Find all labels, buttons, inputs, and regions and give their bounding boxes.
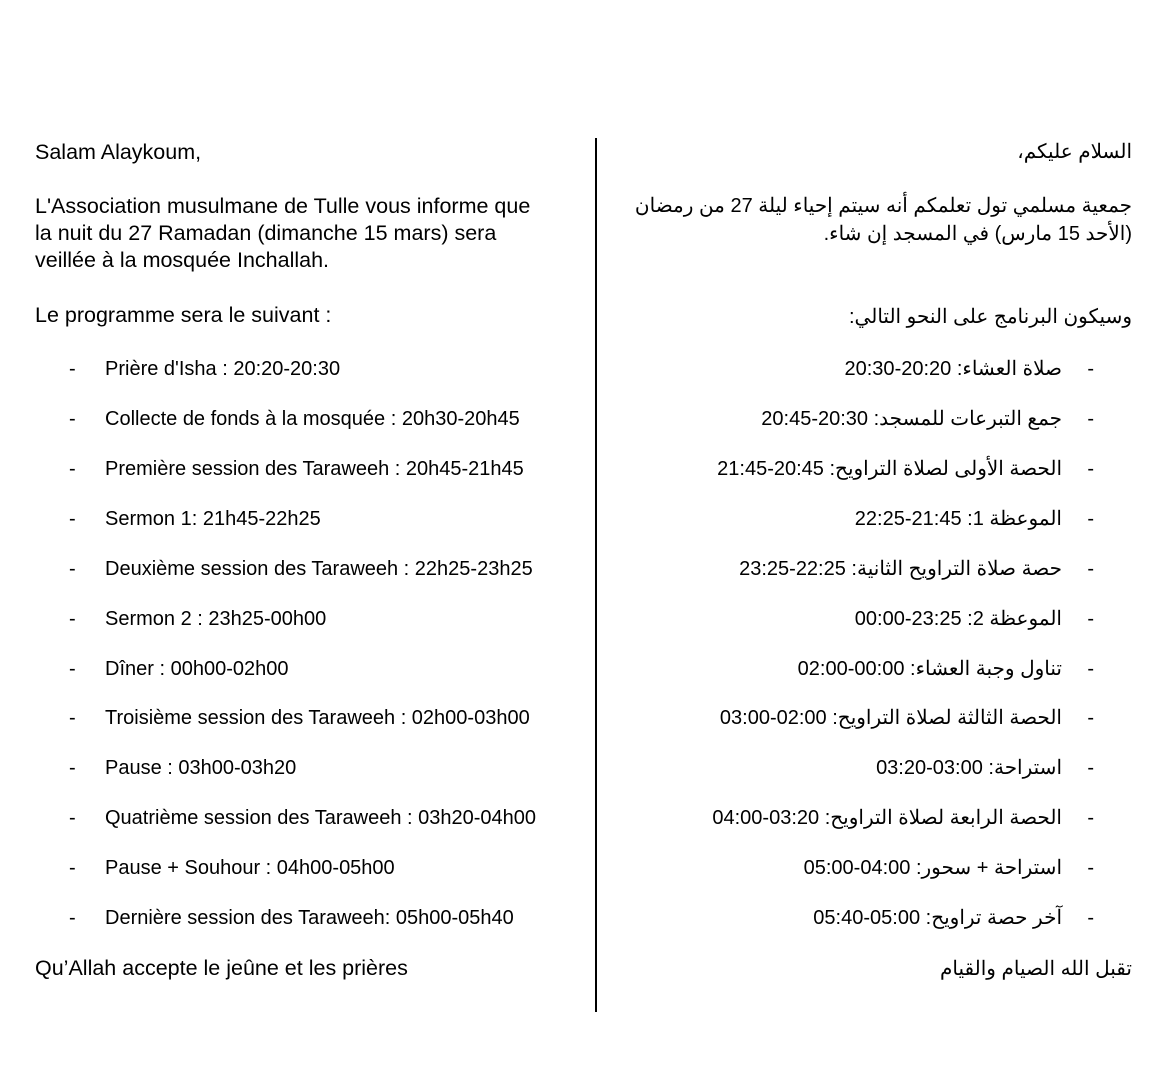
arabic-greeting: السلام عليكم، <box>1017 141 1132 163</box>
arabic-schedule-text: تناول وجبة العشاء: 00:00-02:00 <box>797 658 1062 680</box>
list-dash: - <box>1087 508 1094 530</box>
list-dash: - <box>1087 458 1094 480</box>
french-schedule-item <box>0 803 596 833</box>
arabic-schedule-item <box>598 703 1168 733</box>
french-schedule-text: Sermon 1: 21h45-22h25 <box>105 508 321 530</box>
french-greeting: Salam Alaykoum, <box>35 140 202 164</box>
list-dash: - <box>69 857 76 879</box>
french-schedule-text: Dernière session des Taraweeh: 05h00-05h40 <box>105 907 514 929</box>
french-schedule-item <box>0 354 596 384</box>
arabic-closing: تقبل الله الصيام والقيام <box>940 958 1132 980</box>
list-dash: - <box>69 707 76 729</box>
french-schedule-item <box>0 404 596 434</box>
list-dash: - <box>69 358 76 380</box>
arabic-schedule-item <box>598 604 1168 634</box>
french-schedule-text: Quatrième session des Taraweeh : 03h20-04h00 <box>105 807 537 829</box>
french-schedule-text: Deuxième session des Taraweeh : 22h25-23h25 <box>105 558 533 580</box>
french-schedule-item <box>0 454 596 484</box>
arabic-schedule-item <box>598 853 1168 883</box>
list-dash: - <box>1087 757 1094 779</box>
french-schedule-item <box>0 703 596 733</box>
french-schedule-item <box>0 604 596 634</box>
arabic-schedule-text: جمع التبرعات للمسجد: 20:30-20:45 <box>761 408 1062 430</box>
french-schedule-text: Première session des Taraweeh : 20h45-21h45 <box>105 458 524 480</box>
french-closing: Qu’Allah accepte le jeûne et les prières <box>35 956 408 980</box>
arabic-intro: جمعية مسلمي تول تعلمكم أنه سيتم إحياء ليلة 27 من رمضان (الأحد 15 مارس) في المسجد إن شاء. <box>634 195 1132 245</box>
list-dash: - <box>1087 408 1094 430</box>
french-schedule-text: Collecte de fonds à la mosquée : 20h30-20h45 <box>105 408 520 430</box>
french-schedule-item <box>0 504 596 534</box>
arabic-schedule-item <box>598 753 1168 783</box>
arabic-schedule-text: الحصة الثالثة لصلاة التراويح: 02:00-03:00 <box>719 707 1062 729</box>
arabic-schedule-item <box>598 404 1168 434</box>
list-dash: - <box>1087 707 1094 729</box>
list-dash: - <box>69 458 76 480</box>
list-dash: - <box>69 757 76 779</box>
french-schedule-text: Pause : 03h00-03h20 <box>105 757 297 779</box>
arabic-schedule-item <box>598 454 1168 484</box>
list-dash: - <box>1087 358 1094 380</box>
french-schedule-text: Troisième session des Taraweeh : 02h00-03h00 <box>105 707 530 729</box>
arabic-column <box>598 0 1168 1080</box>
arabic-schedule-text: الحصة الأولى لصلاة التراويح: 20:45-21:45 <box>717 458 1062 480</box>
arabic-schedule-text: الحصة الرابعة لصلاة التراويح: 03:20-04:00 <box>712 807 1062 829</box>
list-dash: - <box>1087 658 1094 680</box>
french-schedule-item <box>0 654 596 684</box>
arabic-schedule-text: صلاة العشاء: 20:20-20:30 <box>844 358 1062 380</box>
french-program-intro: Le programme sera le suivant : <box>35 303 332 327</box>
list-dash: - <box>69 907 76 929</box>
column-divider <box>595 138 597 1012</box>
arabic-schedule-text: حصة صلاة التراويح الثانية: 22:25-23:25 <box>739 558 1062 580</box>
arabic-schedule-item <box>598 654 1168 684</box>
list-dash: - <box>1087 907 1094 929</box>
french-schedule-item <box>0 753 596 783</box>
arabic-schedule-item <box>598 903 1168 933</box>
list-dash: - <box>1087 608 1094 630</box>
list-dash: - <box>69 658 76 680</box>
arabic-schedule-text: استراحة + سحور: 04:00-05:00 <box>803 857 1062 879</box>
arabic-schedule-item <box>598 354 1168 384</box>
arabic-schedule-text: الموعظة 1: 21:45-22:25 <box>854 508 1062 530</box>
french-schedule-text: Pause + Souhour : 04h00-05h00 <box>105 857 395 879</box>
french-schedule-text: Prière d'Isha : 20:20-20:30 <box>105 358 341 380</box>
french-intro-line-2: la nuit du 27 Ramadan (dimanche 15 mars) sera <box>35 221 497 245</box>
arabic-schedule-item <box>598 504 1168 534</box>
list-dash: - <box>69 508 76 530</box>
arabic-program-intro: وسيكون البرنامج على النحو التالي: <box>849 306 1132 328</box>
arabic-schedule-text: الموعظة 2: 23:25-00:00 <box>854 608 1062 630</box>
list-dash: - <box>1087 558 1094 580</box>
arabic-schedule-item <box>598 803 1168 833</box>
french-intro-line-3: veillée à la mosquée Inchallah. <box>35 248 330 272</box>
list-dash: - <box>69 608 76 630</box>
list-dash: - <box>69 408 76 430</box>
list-dash: - <box>1087 857 1094 879</box>
list-dash: - <box>69 558 76 580</box>
french-schedule-text: Dîner : 00h00-02h00 <box>105 658 289 680</box>
arabic-schedule-item <box>598 554 1168 584</box>
french-schedule-item <box>0 903 596 933</box>
french-intro-line-1: L'Association musulmane de Tulle vous informe que <box>35 194 531 218</box>
arabic-schedule-text: آخر حصة تراويح: 05:00-05:40 <box>813 907 1062 929</box>
arabic-schedule-text: استراحة: 03:00-03:20 <box>876 757 1062 779</box>
list-dash: - <box>1087 807 1094 829</box>
list-dash: - <box>69 807 76 829</box>
french-schedule-text: Sermon 2 : 23h25-00h00 <box>105 608 327 630</box>
french-schedule-item <box>0 554 596 584</box>
french-schedule-item <box>0 853 596 883</box>
